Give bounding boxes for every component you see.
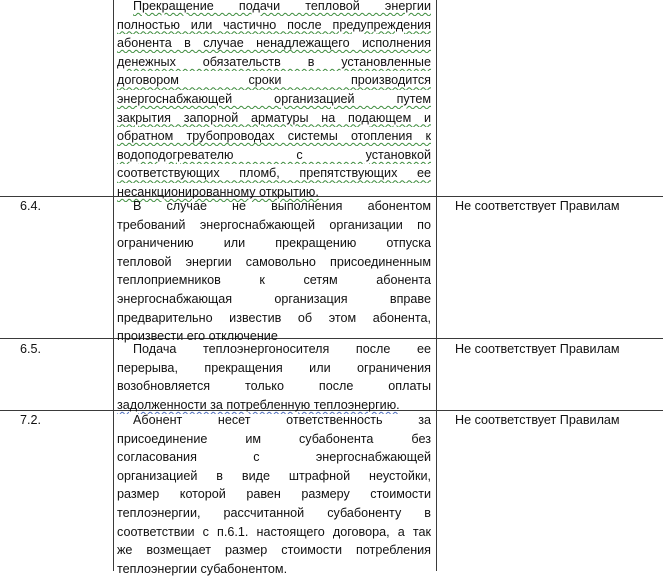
text-line: возобновляется только после оплаты — [117, 379, 431, 394]
text-line: В случае не выполнения абонентом — [133, 199, 431, 213]
clause-text — [117, 197, 431, 346]
clause-number: 6.4. — [20, 199, 42, 213]
text-line: энергоснабжающей организацией путем — [117, 91, 431, 106]
text-line: теплоприемников к сетям абонента — [117, 273, 431, 288]
status-text: Не соответствует Правилам — [455, 342, 620, 356]
text-line: произвести его отключение — [117, 329, 278, 344]
text-line: теплоэнергии субабонентом. — [117, 561, 288, 576]
text-line: несанкционированному открытию. — [117, 184, 319, 199]
text-line: Абонент несет ответственность за — [133, 413, 431, 427]
text-line: организацией в виде штрафной неустойки, — [117, 468, 431, 483]
column-divider — [113, 0, 114, 571]
column-divider — [436, 0, 437, 571]
status-text: Не соответствует Правилам — [455, 413, 620, 427]
text-line: абонента в случае ненадлежащего исполнения — [117, 36, 431, 51]
status-text: Не соответствует Правилам — [455, 199, 620, 213]
text-line: денежных обязательств в установленные — [117, 54, 431, 69]
text-line: соответствии с п.6.1. настоящего договора, а так — [117, 524, 431, 539]
text-line: обратном трубопроводах системы отопления к — [117, 129, 431, 144]
text-line: Подача теплоэнергоносителя после ее — [133, 342, 431, 356]
clause-text — [117, 411, 431, 578]
text-line: перерыва, прекращения или ограничения — [117, 360, 431, 375]
text-line: предварительно известив об этом абонента, — [117, 310, 431, 325]
text-line: Прекращение подачи тепловой энергии — [133, 0, 431, 13]
text-line: энергоснабжающая организация вправе — [117, 291, 431, 306]
text-line: задолженности за потребленную теплоэнергию. — [117, 397, 400, 412]
text-line: водоподогревателю с установкой — [117, 147, 431, 162]
text-line: же возмещает размер стоимости потребления — [117, 543, 431, 558]
text-line: тепловой энергии самовольно присоединенным — [117, 254, 431, 269]
text-line: закрытия запорной арматуры на подающем и — [117, 110, 431, 125]
text-line: теплоэнергии, рассчитанной субабоненту в — [117, 505, 431, 520]
text-line: полностью или частично после предупреждения — [117, 17, 431, 32]
clause-number: 6.5. — [20, 342, 42, 356]
clause-number: 7.2. — [20, 413, 42, 427]
clause-text — [117, 0, 431, 202]
text-line: согласования с энергоснабжающей — [117, 450, 431, 465]
text-line: соответствующих пломб, препятствующих ее — [117, 166, 431, 181]
text-line: ограничению или прекращению отпуска — [117, 236, 431, 251]
text-line: размер которой равен размеру стоимости — [117, 487, 431, 502]
text-line: требований энергоснабжающей организации по — [117, 217, 431, 232]
clause-text — [117, 340, 431, 414]
text-line: присоединение им субабонента без — [117, 431, 431, 446]
text-line: договором сроки производится — [117, 73, 431, 88]
